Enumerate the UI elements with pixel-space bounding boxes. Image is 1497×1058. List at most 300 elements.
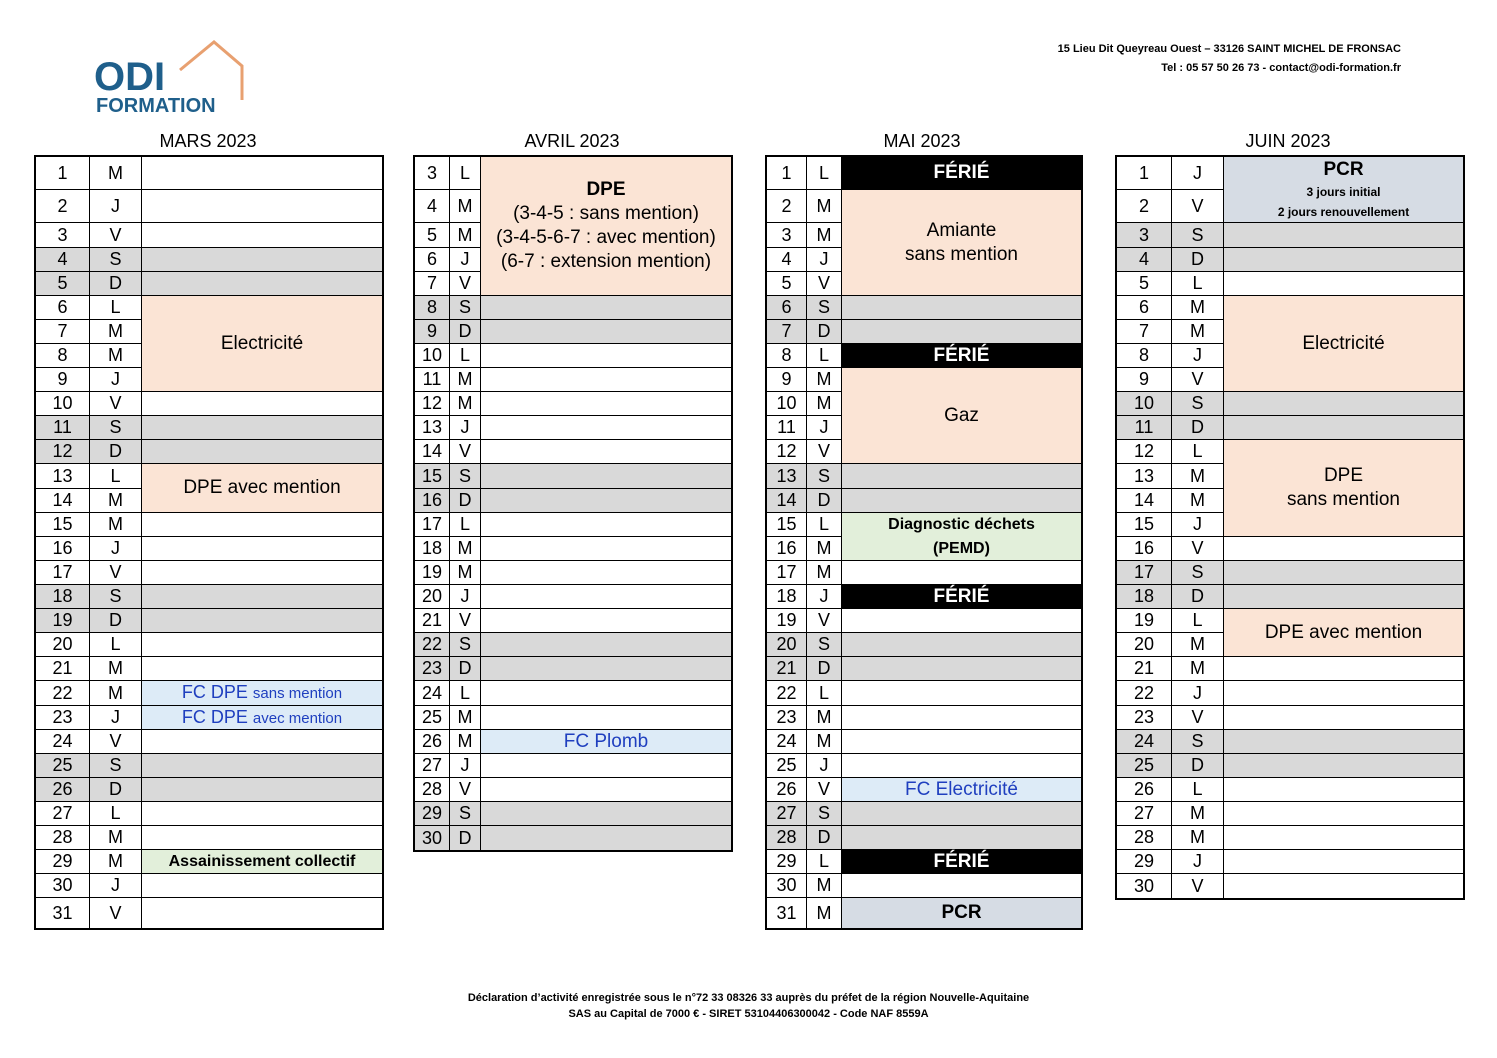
weekday-cell: M	[1172, 489, 1224, 513]
empty-slot-cell	[1224, 706, 1463, 730]
weekday-cell: L	[450, 513, 481, 537]
session-label: sans mention	[904, 243, 1018, 265]
empty-slot-cell	[1224, 802, 1463, 826]
day-number-cell: 16	[1117, 537, 1172, 561]
day-number-cell: 8	[36, 344, 90, 368]
empty-slot-cell	[142, 585, 382, 609]
session-label: DPE	[1323, 465, 1364, 486]
weekday-cell: L	[807, 344, 842, 368]
day-number-cell: 6	[36, 296, 90, 320]
day-number-cell: 23	[415, 657, 450, 681]
weekday-cell: M	[90, 513, 142, 537]
empty-slot-cell	[481, 778, 731, 802]
day-number-cell: 26	[36, 778, 90, 802]
session-label: FÉRIÉ	[933, 850, 990, 872]
weekday-cell: M	[807, 537, 842, 561]
weekday-cell: L	[450, 344, 481, 368]
day-number-cell: 8	[1117, 344, 1172, 368]
empty-slot-cell	[142, 272, 382, 296]
day-number-cell: 13	[1117, 464, 1172, 489]
empty-slot-cell	[481, 826, 731, 850]
weekday-cell: L	[807, 681, 842, 706]
day-number-cell: 30	[36, 874, 90, 898]
weekday-cell: D	[90, 778, 142, 802]
weekday-cell: J	[807, 416, 842, 440]
weekday-cell: L	[90, 296, 142, 320]
weekday-cell: S	[1172, 730, 1224, 754]
day-number-cell: 11	[1117, 416, 1172, 440]
empty-slot-cell	[1224, 874, 1463, 898]
company-contact: Tel : 05 57 50 26 73 - contact@odi-formation.fr	[1161, 62, 1401, 74]
weekday-cell: M	[90, 344, 142, 368]
weekday-cell: M	[807, 561, 842, 585]
day-number-cell: 21	[415, 609, 450, 633]
training-session-block	[142, 464, 382, 513]
weekday-cell: S	[90, 585, 142, 609]
weekday-cell: V	[90, 392, 142, 416]
weekday-cell: M	[807, 223, 842, 248]
day-number-cell: 20	[1117, 633, 1172, 657]
day-number-cell: 14	[415, 440, 450, 464]
month-title: MARS 2023	[159, 131, 257, 151]
empty-slot-cell	[142, 223, 382, 248]
weekday-cell: J	[450, 754, 481, 778]
weekday-cell: D	[450, 489, 481, 513]
weekday-cell: M	[450, 223, 481, 248]
day-number-cell: 27	[36, 802, 90, 826]
day-number-cell: 3	[415, 157, 450, 190]
day-number-cell: 20	[415, 585, 450, 609]
weekday-cell: M	[90, 826, 142, 850]
weekday-cell: M	[450, 392, 481, 416]
day-number-cell: 7	[415, 272, 450, 296]
session-label: PCR	[941, 902, 982, 923]
empty-slot-cell	[1224, 730, 1463, 754]
session-label: PCR	[1323, 158, 1364, 180]
session-label: DPE avec mention	[1264, 621, 1423, 643]
weekday-cell: L	[807, 157, 842, 190]
weekday-cell: J	[1172, 681, 1224, 706]
day-number-cell: 11	[36, 416, 90, 440]
training-session-block	[481, 730, 731, 754]
footer-siret: SAS au Capital de 7000 € - SIRET 53104406300042 - Code NAF 8559A	[568, 1008, 929, 1020]
weekday-cell: M	[1172, 633, 1224, 657]
day-number-cell: 10	[415, 344, 450, 368]
weekday-cell: J	[450, 248, 481, 272]
day-number-cell: 10	[1117, 392, 1172, 416]
weekday-cell: M	[807, 898, 842, 928]
session-label: DPE	[586, 179, 626, 200]
weekday-cell: V	[90, 223, 142, 248]
weekday-cell: M	[807, 392, 842, 416]
legal-footer	[0, 990, 1497, 1022]
day-number-cell: 3	[1117, 223, 1172, 248]
odi-formation-logo	[92, 38, 252, 118]
empty-slot-cell	[1224, 416, 1463, 440]
day-number-cell: 17	[1117, 561, 1172, 585]
training-session-block	[1224, 609, 1463, 657]
training-session-block	[842, 585, 1081, 609]
day-number-cell: 29	[767, 850, 807, 874]
weekday-cell: L	[1172, 440, 1224, 464]
empty-slot-cell	[142, 609, 382, 633]
weekday-cell: J	[1172, 157, 1224, 190]
day-number-cell: 7	[767, 320, 807, 344]
day-number-cell: 29	[415, 802, 450, 826]
weekday-cell: D	[1172, 248, 1224, 272]
empty-slot-cell	[1224, 850, 1463, 874]
day-number-cell: 27	[1117, 802, 1172, 826]
training-session-block	[1224, 440, 1463, 537]
day-number-cell: 27	[415, 754, 450, 778]
empty-slot-cell	[481, 633, 731, 657]
empty-slot-cell	[1224, 248, 1463, 272]
empty-slot-cell	[842, 681, 1081, 706]
day-number-cell: 4	[36, 248, 90, 272]
day-number-cell: 23	[36, 706, 90, 730]
empty-slot-cell	[142, 537, 382, 561]
weekday-cell: M	[450, 537, 481, 561]
training-session-block	[142, 296, 382, 392]
empty-slot-cell	[481, 802, 731, 826]
day-number-cell: 22	[415, 633, 450, 657]
training-session-block	[842, 368, 1081, 464]
session-label: Assainissement collectif	[168, 852, 356, 870]
weekday-cell: S	[1172, 392, 1224, 416]
day-number-cell: 24	[1117, 730, 1172, 754]
day-number-cell: 2	[767, 190, 807, 223]
day-number-cell: 15	[1117, 513, 1172, 537]
weekday-cell: D	[807, 320, 842, 344]
weekday-cell: D	[807, 489, 842, 513]
session-label: FC Electricité	[905, 778, 1018, 800]
empty-slot-cell	[142, 561, 382, 585]
day-number-cell: 15	[415, 464, 450, 489]
day-number-cell: 24	[767, 730, 807, 754]
empty-slot-cell	[481, 561, 731, 585]
day-number-cell: 9	[767, 368, 807, 392]
weekday-cell: J	[807, 248, 842, 272]
empty-slot-cell	[842, 633, 1081, 657]
weekday-cell: S	[1172, 561, 1224, 585]
session-label: 3 jours initial	[1306, 184, 1381, 199]
day-number-cell: 9	[36, 368, 90, 392]
training-session-block	[842, 344, 1081, 368]
day-number-cell: 10	[36, 392, 90, 416]
weekday-cell: M	[1172, 464, 1224, 489]
weekday-cell: L	[807, 850, 842, 874]
month-table	[765, 155, 1083, 930]
training-session-block	[142, 850, 382, 874]
empty-slot-cell	[481, 657, 731, 681]
day-number-cell: 14	[767, 489, 807, 513]
training-session-block	[842, 898, 1081, 928]
day-number-cell: 28	[767, 826, 807, 850]
weekday-cell: V	[450, 609, 481, 633]
weekday-cell: S	[807, 464, 842, 489]
day-number-cell: 11	[415, 368, 450, 392]
day-number-cell: 22	[767, 681, 807, 706]
day-number-cell: 18	[1117, 585, 1172, 609]
session-label: Amiante	[926, 219, 997, 241]
empty-slot-cell	[1224, 657, 1463, 681]
empty-slot-cell	[1224, 223, 1463, 248]
day-number-cell: 1	[36, 157, 90, 190]
weekday-cell: L	[1172, 272, 1224, 296]
day-number-cell: 7	[1117, 320, 1172, 344]
session-label: FÉRIÉ	[933, 585, 990, 607]
day-number-cell: 3	[767, 223, 807, 248]
day-number-cell: 24	[36, 730, 90, 754]
weekday-cell: V	[1172, 368, 1224, 392]
weekday-cell: M	[807, 874, 842, 898]
weekday-cell: V	[90, 898, 142, 928]
weekday-cell: J	[807, 754, 842, 778]
day-number-cell: 17	[767, 561, 807, 585]
empty-slot-cell	[842, 464, 1081, 489]
day-number-cell: 14	[36, 489, 90, 513]
day-number-cell: 8	[415, 296, 450, 320]
empty-slot-cell	[1224, 537, 1463, 561]
day-number-cell: 4	[415, 190, 450, 223]
day-number-cell: 31	[767, 898, 807, 928]
day-number-cell: 19	[1117, 609, 1172, 633]
empty-slot-cell	[1224, 778, 1463, 802]
weekday-cell: J	[1172, 344, 1224, 368]
weekday-cell: V	[450, 778, 481, 802]
day-number-cell: 9	[415, 320, 450, 344]
day-number-cell: 21	[767, 657, 807, 681]
session-label: Electricité	[1302, 332, 1385, 354]
empty-slot-cell	[481, 537, 731, 561]
session-label: sans mention	[1286, 489, 1400, 510]
day-number-cell: 21	[1117, 657, 1172, 681]
weekday-cell: D	[90, 609, 142, 633]
weekday-cell: L	[1172, 778, 1224, 802]
weekday-cell: D	[450, 657, 481, 681]
empty-slot-cell	[142, 874, 382, 898]
empty-slot-cell	[481, 609, 731, 633]
day-number-cell: 2	[1117, 190, 1172, 223]
session-label: FC DPE avec mention	[181, 706, 343, 727]
weekday-cell: M	[90, 489, 142, 513]
empty-slot-cell	[142, 633, 382, 657]
weekday-cell: M	[807, 730, 842, 754]
weekday-cell: S	[807, 633, 842, 657]
day-number-cell: 5	[1117, 272, 1172, 296]
month-title: AVRIL 2023	[524, 131, 620, 151]
weekday-cell: J	[1172, 850, 1224, 874]
day-number-cell: 25	[415, 706, 450, 730]
weekday-cell: V	[807, 272, 842, 296]
day-number-cell: 12	[1117, 440, 1172, 464]
empty-slot-cell	[142, 440, 382, 464]
day-number-cell: 6	[1117, 296, 1172, 320]
company-address: 15 Lieu Dit Queyreau Ouest – 33126 SAINT MICHEL DE FRONSAC	[1057, 43, 1401, 55]
day-number-cell: 19	[415, 561, 450, 585]
day-number-cell: 7	[36, 320, 90, 344]
training-session-block	[842, 157, 1081, 190]
empty-slot-cell	[142, 513, 382, 537]
weekday-cell: S	[90, 416, 142, 440]
day-number-cell: 1	[767, 157, 807, 190]
weekday-cell: M	[807, 368, 842, 392]
day-number-cell: 21	[36, 657, 90, 681]
weekday-cell: M	[450, 190, 481, 223]
weekday-cell: S	[1172, 223, 1224, 248]
day-number-cell: 19	[36, 609, 90, 633]
weekday-cell: M	[807, 190, 842, 223]
weekday-cell: V	[90, 561, 142, 585]
training-session-block	[1224, 296, 1463, 392]
weekday-cell: L	[90, 633, 142, 657]
empty-slot-cell	[142, 778, 382, 802]
day-number-cell: 28	[1117, 826, 1172, 850]
day-number-cell: 25	[767, 754, 807, 778]
weekday-cell: L	[450, 681, 481, 706]
weekday-cell: D	[450, 826, 481, 850]
day-number-cell: 29	[1117, 850, 1172, 874]
weekday-cell: D	[807, 826, 842, 850]
day-number-cell: 24	[415, 681, 450, 706]
day-number-cell: 13	[415, 416, 450, 440]
empty-slot-cell	[142, 190, 382, 223]
weekday-cell: M	[90, 657, 142, 681]
session-label: (3-4-5 : sans mention)	[513, 203, 699, 224]
weekday-cell: J	[90, 874, 142, 898]
empty-slot-cell	[142, 248, 382, 272]
weekday-cell: D	[1172, 754, 1224, 778]
weekday-cell: M	[90, 850, 142, 874]
day-number-cell: 26	[415, 730, 450, 754]
day-number-cell: 23	[1117, 706, 1172, 730]
weekday-cell: L	[450, 157, 481, 190]
weekday-cell: M	[450, 368, 481, 392]
empty-slot-cell	[142, 157, 382, 190]
weekday-cell: M	[450, 561, 481, 585]
footer-declaration: Déclaration d’activité enregistrée sous le n°72 33 08326 33 auprès du préfet de la région Nouvelle-Aquitaine	[467, 992, 1030, 1004]
session-label: Gaz	[944, 404, 979, 426]
day-number-cell: 2	[36, 190, 90, 223]
day-number-cell: 28	[36, 826, 90, 850]
weekday-cell: M	[450, 706, 481, 730]
weekday-cell: S	[90, 754, 142, 778]
weekday-cell: M	[90, 320, 142, 344]
company-address-block	[1058, 40, 1401, 78]
weekday-cell: J	[90, 368, 142, 392]
day-number-cell: 8	[767, 344, 807, 368]
empty-slot-cell	[142, 657, 382, 681]
weekday-cell: D	[1172, 585, 1224, 609]
empty-slot-cell	[481, 392, 731, 416]
weekday-cell: V	[90, 730, 142, 754]
day-number-cell: 12	[36, 440, 90, 464]
session-label: (PEMD)	[933, 539, 990, 557]
weekday-cell: D	[90, 440, 142, 464]
weekday-cell: D	[1172, 416, 1224, 440]
empty-slot-cell	[481, 464, 731, 489]
empty-slot-cell	[842, 296, 1081, 320]
day-number-cell: 10	[767, 392, 807, 416]
empty-slot-cell	[842, 730, 1081, 754]
empty-slot-cell	[481, 416, 731, 440]
day-number-cell: 12	[415, 392, 450, 416]
session-label: DPE avec mention	[183, 477, 341, 498]
weekday-cell: J	[90, 190, 142, 223]
training-session-block	[1224, 157, 1463, 223]
weekday-cell: V	[1172, 537, 1224, 561]
day-number-cell: 22	[1117, 681, 1172, 706]
session-label: 2 jours renouvellement	[1277, 204, 1410, 219]
month-title: JUIN 2023	[1245, 131, 1331, 151]
day-number-cell: 15	[767, 513, 807, 537]
weekday-cell: M	[1172, 320, 1224, 344]
day-number-cell: 5	[767, 272, 807, 296]
day-number-cell: 25	[1117, 754, 1172, 778]
empty-slot-cell	[481, 320, 731, 344]
weekday-cell: J	[450, 416, 481, 440]
weekday-cell: S	[450, 296, 481, 320]
day-number-cell: 5	[415, 223, 450, 248]
empty-slot-cell	[481, 440, 731, 464]
empty-slot-cell	[481, 585, 731, 609]
weekday-cell: S	[450, 802, 481, 826]
training-session-block	[842, 850, 1081, 874]
day-number-cell: 31	[36, 898, 90, 928]
day-number-cell: 20	[36, 633, 90, 657]
session-label: FC Plomb	[563, 730, 649, 752]
weekday-cell: D	[807, 657, 842, 681]
empty-slot-cell	[142, 826, 382, 850]
empty-slot-cell	[481, 296, 731, 320]
empty-slot-cell	[142, 754, 382, 778]
weekday-cell: S	[90, 248, 142, 272]
day-number-cell: 17	[36, 561, 90, 585]
day-number-cell: 29	[36, 850, 90, 874]
session-label: (3-4-5-6-7 : avec mention)	[496, 227, 716, 248]
session-label: FÉRIÉ	[933, 162, 990, 183]
empty-slot-cell	[842, 802, 1081, 826]
day-number-cell: 17	[415, 513, 450, 537]
weekday-cell: S	[450, 464, 481, 489]
empty-slot-cell	[842, 489, 1081, 513]
weekday-cell: L	[1172, 609, 1224, 633]
weekday-cell: L	[807, 513, 842, 537]
empty-slot-cell	[842, 609, 1081, 633]
weekday-cell: M	[1172, 826, 1224, 850]
day-number-cell: 20	[767, 633, 807, 657]
training-session-block	[142, 681, 382, 706]
empty-slot-cell	[142, 898, 382, 928]
weekday-cell: M	[1172, 802, 1224, 826]
empty-slot-cell	[481, 489, 731, 513]
day-number-cell: 28	[415, 778, 450, 802]
day-number-cell: 3	[36, 223, 90, 248]
day-number-cell: 27	[767, 802, 807, 826]
day-number-cell: 14	[1117, 489, 1172, 513]
weekday-cell: M	[90, 681, 142, 706]
empty-slot-cell	[842, 826, 1081, 850]
weekday-cell: J	[450, 585, 481, 609]
logo-text-bottom: FORMATION	[96, 95, 216, 117]
weekday-cell: M	[807, 706, 842, 730]
day-number-cell: 26	[767, 778, 807, 802]
empty-slot-cell	[142, 730, 382, 754]
weekday-cell: M	[90, 157, 142, 190]
month-table	[1115, 155, 1465, 900]
day-number-cell: 15	[36, 513, 90, 537]
weekday-cell: J	[807, 585, 842, 609]
